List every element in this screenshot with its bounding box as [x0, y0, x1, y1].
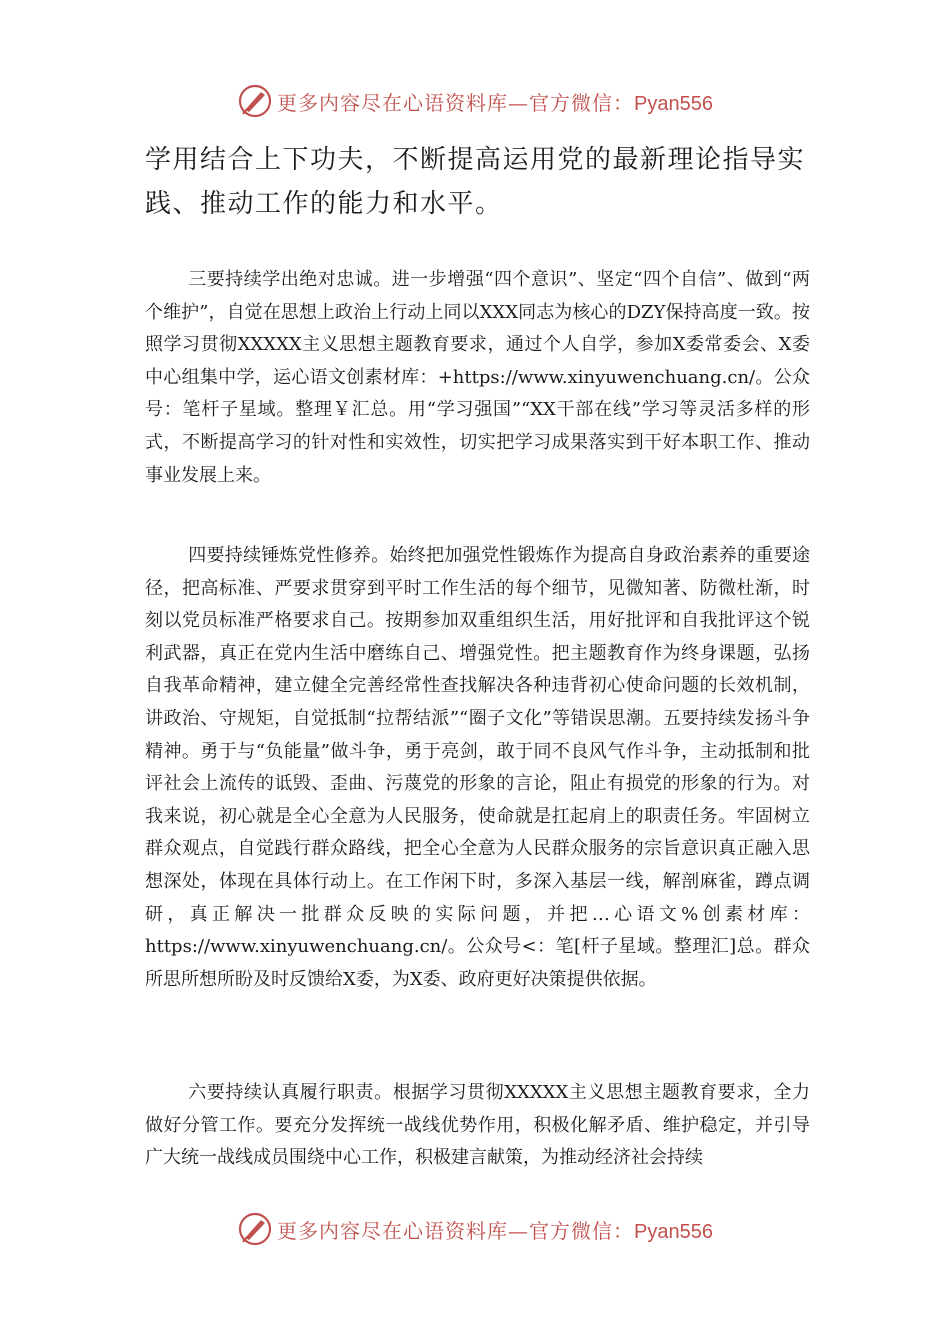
header-banner: [0, 81, 950, 121]
footer-banner-text: 更多内容尽在心语资料库—官方微信：Pyan556: [277, 1218, 713, 1243]
footer-banner: [0, 1209, 950, 1249]
paragraph-four: 四要持续锤炼党性修养。始终把加强党性锻炼作为提高自身政治素养的重要途径，把高标准、严要求贯穿到平时工作生活的每个细节，见微知著、防微杜渐，时刻以党员标准严格要求自己。按期参加双重组织生活，用好批评和自我批评这个锐利武器，真正在党内生活中磨练自己、增强党性。把主题教育作为终身课题，弘扬自我革命精神，建立健全完善经常性查找解决各种违背初心使命问题的长效机制，讲政治、守规矩，自觉抵制“拉帮结派”“圈子文化”等错误思潮。五要持续发扬斗争精神。勇于与“负能量”做斗争，勇于亮剑，敢于同不良风气作斗争，主动抵制和批评社会上流传的诋毁、歪曲、污蔑党的形象的言论，阻止有损党的形象的行为。对我来说，初心就是全心全意为人民服务，使命就是扛起肩上的职责任务。牢固树立群众观点，自觉践行群众路线，把全心全意为人民群众服务的宗旨意识真正融入思想深处，体现在具体行动上。在工作闲下时，多深入基层一线，解剖麻雀，蹲点调研，真正解决一批群众反映的实际问题，并把…心语文%创素材库：https://www.xinyuwenchuang.cn/。公众号<：笔[杆子星域。整理汇]总。群众所思所想所盼及时反馈给X委，为X委、政府更好决策提供依据。: [145, 545, 810, 990]
wechat-id: Pyan556: [634, 1220, 713, 1243]
pen-circle-logo-icon: [237, 1211, 273, 1247]
paragraph-three: 三要持续学出绝对忠诚。进一步增强“四个意识”、坚定“四个自信”、做到“两个维护”，自觉在思想上政治上行动上同以XXX同志为核心的DZY保持高度一致。按照学习贯彻XXXXX主义思想主题教育要求，通过个人自学，参加X委常委会、X委中心组集中学，运心语文创素材库：+https://www.xinyuwenchuang.cn/。公众号：笔杆子星域。整理￥汇总。用“学习强国”“XX干部在线”学习等灵活多样的形式，不断提高学习的针对性和实效性，切实把学习成果落实到干好本职工作、推动事业发展上来。: [145, 269, 810, 486]
pen-circle-logo-icon: [237, 83, 273, 119]
wechat-id: Pyan556: [634, 92, 713, 115]
header-banner-text: 更多内容尽在心语资料库—官方微信：Pyan556: [277, 90, 713, 115]
lead-paragraph: 学用结合上下功夫，不断提高运用党的最新理论指导实践、推动工作的能力和水平。: [145, 145, 806, 219]
paragraph-six: 六要持续认真履行职责。根据学习贯彻XXXXX主义思想主题教育要求，全力做好分管工作。要充分发挥统一战线优势作用，积极化解矛盾、维护稳定，并引导广大统一战线成员围绕中心工作，积极建言献策，为推动经济社会持续: [145, 1082, 810, 1169]
